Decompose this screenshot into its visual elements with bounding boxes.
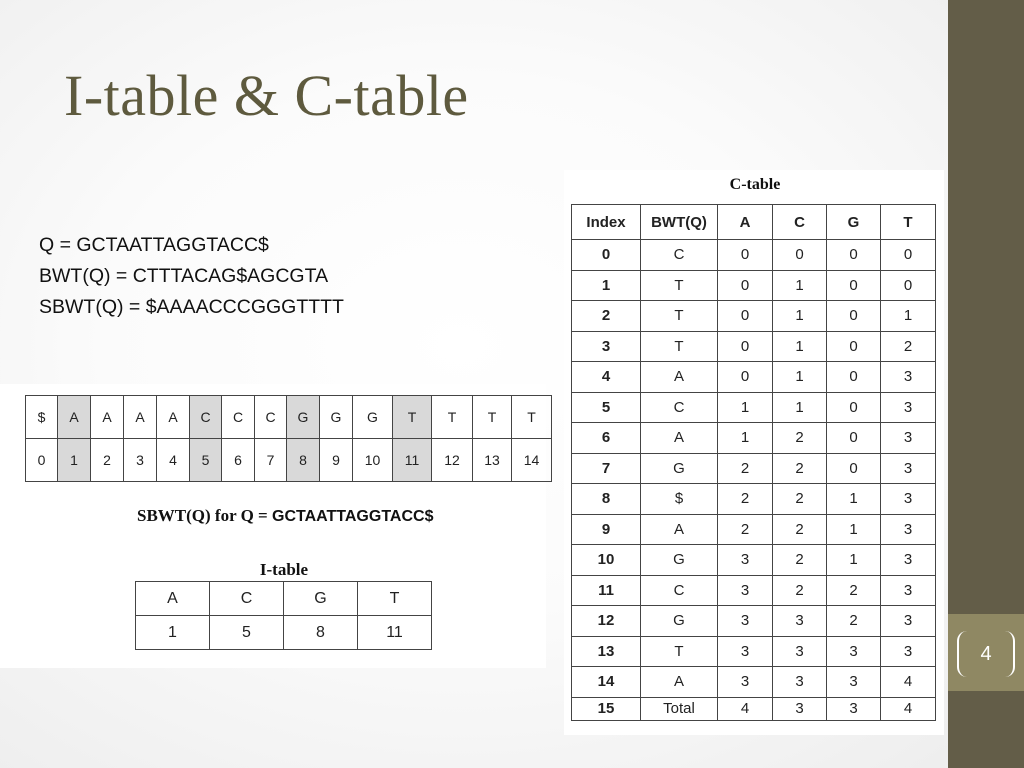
- c-table-cell: Total: [641, 697, 718, 720]
- c-table-cell: C: [641, 240, 718, 271]
- c-table-cell: 1: [881, 301, 936, 332]
- i-table-header: C: [210, 582, 284, 616]
- sbwt-index-cell: 14: [512, 439, 552, 482]
- c-table-cell: 0: [827, 423, 881, 454]
- sbwt-caption-prefix: SBWT(Q) for Q =: [137, 506, 272, 525]
- c-table-cell: 0: [773, 240, 827, 271]
- c-table-cell: 3: [827, 667, 881, 698]
- c-table-cell: T: [641, 636, 718, 667]
- c-table-cell: 0: [718, 301, 773, 332]
- c-table-cell: 2: [827, 575, 881, 606]
- c-table-cell: 3: [718, 667, 773, 698]
- c-table-cell: 1: [827, 545, 881, 576]
- i-table-header: G: [284, 582, 358, 616]
- c-table-index-cell: 0: [572, 240, 641, 271]
- i-table-value: 11: [358, 616, 432, 650]
- bwt-line: BWT(Q) = CTTTACAG$AGCGTA: [39, 265, 329, 287]
- c-table-cell: 1: [773, 270, 827, 301]
- c-table-index-cell: 11: [572, 575, 641, 606]
- sbwt-symbol-cell: G: [287, 396, 320, 439]
- c-table-row: [572, 575, 936, 606]
- sbwt-index-cell: 13: [473, 439, 512, 482]
- sbwt-index-cell: 3: [124, 439, 157, 482]
- c-table-cell: A: [641, 514, 718, 545]
- sbwt-symbol-row: [26, 396, 552, 439]
- c-table-cell: C: [641, 575, 718, 606]
- sbwt-caption: [137, 506, 433, 526]
- c-table-cell: 3: [881, 636, 936, 667]
- c-table-header-row: [572, 205, 936, 240]
- c-table-cell: 3: [881, 484, 936, 515]
- c-table-cell: A: [641, 423, 718, 454]
- c-table: [571, 204, 936, 721]
- c-table-cell: 1: [773, 362, 827, 393]
- sbwt-index-cell: 6: [222, 439, 255, 482]
- c-table-header: Index: [572, 205, 641, 240]
- c-table-cell: C: [641, 392, 718, 423]
- c-table-index-cell: 4: [572, 362, 641, 393]
- sbwt-symbol-cell: A: [157, 396, 190, 439]
- sbwt-symbol-cell: A: [124, 396, 157, 439]
- c-table-cell: 2: [773, 484, 827, 515]
- sbwt-caption-query: GCTAATTAGGTACC$: [272, 508, 434, 525]
- c-table-cell: T: [641, 270, 718, 301]
- sbwt-index-cell: 11: [393, 439, 432, 482]
- sbwt-symbol-cell: T: [473, 396, 512, 439]
- sbwt-symbol-cell: G: [320, 396, 353, 439]
- c-table-row: [572, 270, 936, 301]
- c-table-cell: 3: [881, 545, 936, 576]
- c-table-row: [572, 240, 936, 271]
- c-table-cell: 2: [773, 575, 827, 606]
- c-table-cell: 1: [773, 301, 827, 332]
- c-table-cell: 0: [827, 331, 881, 362]
- c-table-cell: 2: [718, 484, 773, 515]
- c-table-cell: 2: [773, 453, 827, 484]
- c-table-row: [572, 636, 936, 667]
- c-table-cell: G: [641, 545, 718, 576]
- c-table-cell: 0: [827, 392, 881, 423]
- c-table-cell: 0: [827, 240, 881, 271]
- c-table-row: [572, 453, 936, 484]
- c-table-cell: 4: [718, 697, 773, 720]
- i-table-value: 8: [284, 616, 358, 650]
- sbwt-symbol-cell: $: [26, 396, 58, 439]
- c-table-row: [572, 392, 936, 423]
- body-text: [39, 230, 344, 323]
- c-table-index-cell: 7: [572, 453, 641, 484]
- sbwt-index-cell: 9: [320, 439, 353, 482]
- c-table-cell: A: [641, 667, 718, 698]
- c-table-cell: 0: [718, 331, 773, 362]
- sbwt-index-cell: 12: [432, 439, 473, 482]
- c-table-row: [572, 423, 936, 454]
- c-table-cell: G: [641, 606, 718, 637]
- c-table-cell: 3: [718, 575, 773, 606]
- sbwt-index-cell: 2: [91, 439, 124, 482]
- c-table-cell: 3: [881, 392, 936, 423]
- c-table-cell: T: [641, 331, 718, 362]
- c-table-cell: 1: [827, 514, 881, 545]
- i-table-header: T: [358, 582, 432, 616]
- i-table: [135, 581, 432, 650]
- i-table-header-row: [136, 582, 432, 616]
- sbwt-table: [25, 395, 552, 482]
- c-table-cell: 3: [773, 667, 827, 698]
- sbwt-index-cell: 1: [58, 439, 91, 482]
- c-table-index-cell: 15: [572, 697, 641, 720]
- sbwt-symbol-cell: C: [255, 396, 287, 439]
- sbwt-symbol-cell: T: [432, 396, 473, 439]
- c-table-cell: 2: [718, 453, 773, 484]
- c-table-index-cell: 6: [572, 423, 641, 454]
- c-table-cell: 3: [881, 362, 936, 393]
- c-table-cell: 1: [718, 423, 773, 454]
- c-table-row: [572, 606, 936, 637]
- c-table-cell: A: [641, 362, 718, 393]
- i-table-value-row: [136, 616, 432, 650]
- c-table-cell: 2: [773, 545, 827, 576]
- c-table-cell: 3: [881, 423, 936, 454]
- c-table-cell: 3: [773, 697, 827, 720]
- sbwt-index-cell: 5: [190, 439, 222, 482]
- c-table-row: [572, 514, 936, 545]
- c-table-cell: 1: [827, 484, 881, 515]
- c-table-cell: T: [641, 301, 718, 332]
- sbwt-index-cell: 0: [26, 439, 58, 482]
- c-table-cell: 0: [718, 362, 773, 393]
- c-table-cell: $: [641, 484, 718, 515]
- c-table-index-cell: 12: [572, 606, 641, 637]
- c-table-cell: 3: [881, 453, 936, 484]
- c-table-cell: 0: [718, 240, 773, 271]
- sbwt-symbol-cell: G: [353, 396, 393, 439]
- c-table-cell: 3: [881, 514, 936, 545]
- sbwt-index-cell: 4: [157, 439, 190, 482]
- c-table-header: G: [827, 205, 881, 240]
- c-table-cell: 3: [718, 606, 773, 637]
- c-table-cell: 3: [773, 636, 827, 667]
- c-table-index-cell: 10: [572, 545, 641, 576]
- c-table-cell: 3: [827, 636, 881, 667]
- c-table-index-cell: 9: [572, 514, 641, 545]
- c-table-row: [572, 697, 936, 720]
- sbwt-symbol-cell: A: [91, 396, 124, 439]
- sbwt-line: SBWT(Q) = $AAAACCCGGGTTTT: [39, 296, 344, 318]
- c-table-cell: 1: [773, 392, 827, 423]
- c-table-cell: 0: [827, 270, 881, 301]
- c-table-index-cell: 3: [572, 331, 641, 362]
- c-table-cell: 4: [881, 697, 936, 720]
- c-table-row: [572, 484, 936, 515]
- sbwt-symbol-cell: T: [393, 396, 432, 439]
- c-table-cell: 0: [881, 270, 936, 301]
- sbwt-symbol-cell: A: [58, 396, 91, 439]
- c-table-cell: 3: [718, 545, 773, 576]
- query-line: Q = GCTAATTAGGTACC$: [39, 234, 269, 256]
- c-table-index-cell: 2: [572, 301, 641, 332]
- c-table-index-cell: 13: [572, 636, 641, 667]
- c-table-body: [572, 240, 936, 721]
- c-table-cell: 0: [827, 453, 881, 484]
- i-table-value: 5: [210, 616, 284, 650]
- c-table-header: BWT(Q): [641, 205, 718, 240]
- c-table-cell: 2: [773, 423, 827, 454]
- c-table-row: [572, 545, 936, 576]
- c-table-cell: 3: [881, 606, 936, 637]
- c-table-index-cell: 1: [572, 270, 641, 301]
- page-number: 4: [980, 642, 992, 665]
- c-table-cell: 1: [773, 331, 827, 362]
- sbwt-index-cell: 8: [287, 439, 320, 482]
- sbwt-symbol-cell: T: [512, 396, 552, 439]
- c-table-cell: 3: [773, 606, 827, 637]
- c-table-title: C-table: [729, 176, 781, 193]
- c-table-header: C: [773, 205, 827, 240]
- c-table-header: A: [718, 205, 773, 240]
- sbwt-symbol-cell: C: [222, 396, 255, 439]
- c-table-cell: 3: [881, 575, 936, 606]
- c-table-cell: 2: [827, 606, 881, 637]
- sbwt-index-row: [26, 439, 552, 482]
- slide-title: I-table & C-table: [64, 63, 469, 128]
- c-table-header: T: [881, 205, 936, 240]
- sbwt-index-cell: 7: [255, 439, 287, 482]
- c-table-cell: 0: [718, 270, 773, 301]
- c-table-cell: 2: [773, 514, 827, 545]
- sbwt-symbol-cell: C: [190, 396, 222, 439]
- c-table-row: [572, 667, 936, 698]
- i-table-value: 1: [136, 616, 210, 650]
- c-table-index-cell: 8: [572, 484, 641, 515]
- c-table-index-cell: 5: [572, 392, 641, 423]
- c-table-cell: 2: [881, 331, 936, 362]
- c-table-cell: 0: [827, 301, 881, 332]
- c-table-cell: G: [641, 453, 718, 484]
- c-table-cell: 2: [718, 514, 773, 545]
- c-table-cell: 1: [718, 392, 773, 423]
- sbwt-index-cell: 10: [353, 439, 393, 482]
- i-table-title: I-table: [259, 560, 309, 579]
- c-table-row: [572, 301, 936, 332]
- c-table-row: [572, 362, 936, 393]
- c-table-index-cell: 14: [572, 667, 641, 698]
- c-table-cell: 4: [881, 667, 936, 698]
- c-table-cell: 3: [718, 636, 773, 667]
- c-table-cell: 3: [827, 697, 881, 720]
- c-table-row: [572, 331, 936, 362]
- c-table-cell: 0: [881, 240, 936, 271]
- i-table-header: A: [136, 582, 210, 616]
- c-table-cell: 0: [827, 362, 881, 393]
